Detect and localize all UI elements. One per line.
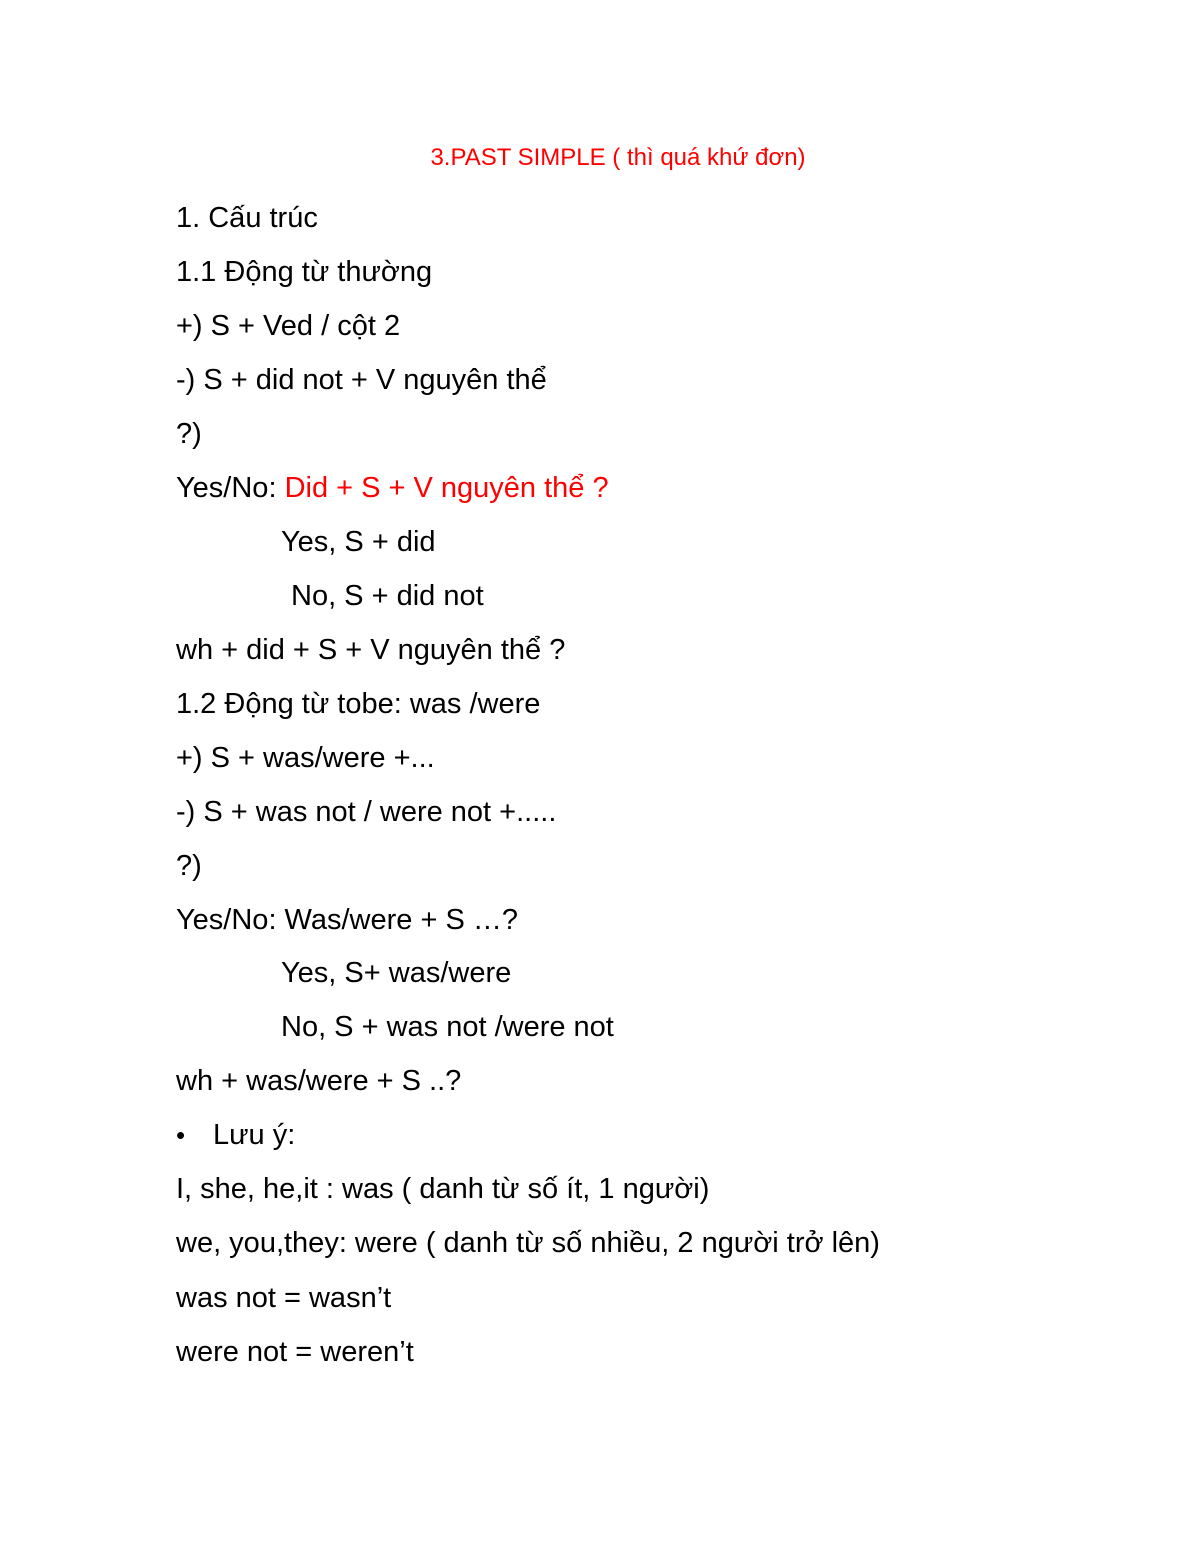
bullet-icon: • [176,1120,186,1150]
yes-no-question-line [176,470,609,506]
short-answer-yes: Yes, S + did [281,526,436,558]
tobe-short-answer-yes: Yes, S+ was/were [281,957,512,989]
subsection-heading-tobe: 1.2 Động từ tobe: was /were [176,688,541,720]
negative-formula: -) S + did not + V nguyên thể [176,364,547,396]
tobe-yes-no-formula: Yes/No: Was/were + S …? [176,904,518,936]
section-heading-structure: 1. Cấu trúc [176,202,318,234]
yes-no-label: Yes/No: [176,472,285,504]
tobe-question-marker: ?) [176,850,202,882]
document-title: 3.PAST SIMPLE ( thì quá khứ đơn) [430,144,806,171]
note-heading: Lưu ý: [213,1119,296,1151]
tobe-negative-formula: -) S + was not / were not +..... [176,796,557,828]
short-answer-no: No, S + did not [291,580,484,612]
tobe-short-answer-no: No, S + was not /were not [281,1011,614,1043]
subsection-heading-regular-verbs: 1.1 Động từ thường [176,256,433,288]
contraction-were-not: were not = weren’t [176,1336,414,1368]
tobe-affirmative-formula: +) S + was/were +... [176,742,435,774]
tobe-wh-question-formula: wh + was/were + S ..? [176,1065,462,1097]
contraction-was-not: was not = wasn’t [176,1282,392,1314]
wh-question-formula: wh + did + S + V nguyên thể ? [176,634,566,666]
question-marker: ?) [176,418,202,450]
affirmative-formula: +) S + Ved / cột 2 [176,310,401,342]
note-singular-subjects: I, she, he,it : was ( danh từ số ít, 1 người) [176,1173,710,1205]
note-plural-subjects: we, you,they: were ( danh từ số nhiều, 2 người trở lên) [176,1227,880,1259]
note-bullet-item [176,1117,295,1153]
yes-no-question-formula: Did + S + V nguyên thể ? [284,472,609,504]
